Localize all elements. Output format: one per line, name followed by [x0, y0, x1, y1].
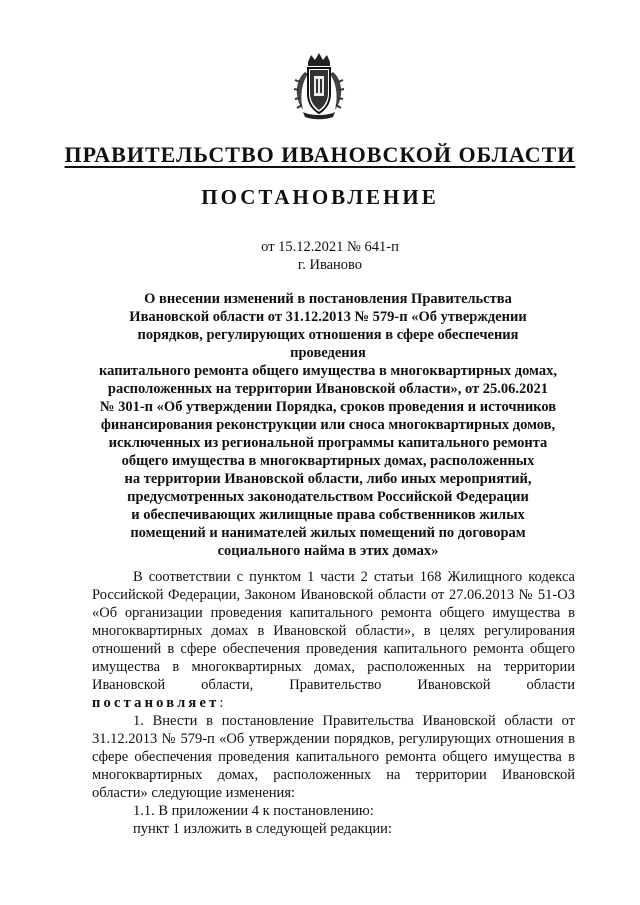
- subject-line: Ивановской области от 31.12.2013 № 579-п «Об утверждении: [129, 309, 527, 325]
- item-1-paragraph: 1. Внести в постановление Правительства Ивановской области от 31.12.2013 № 579-п «Об утверждении порядков, регулирующих отношения в сфере обеспечения проведения капитального ремонта общего имущества в многоквартирных домах, расположенных на территории Ивановской области» следующие изменения:: [92, 713, 575, 801]
- subject-line: социального найма в этих домах»: [217, 543, 439, 559]
- subject-line: и обеспечивающих жилищные права собственников жилых: [131, 507, 525, 523]
- preamble-paragraph: [92, 568, 575, 712]
- subject-line: помещений и нанимателей жилых помещений по договорам: [130, 525, 526, 541]
- document-subject: [98, 290, 558, 560]
- subject-line: предусмотренных законодательством Российской Федерации: [127, 489, 529, 505]
- subject-line: исключенных из региональной программы капитального ремонта: [108, 435, 548, 451]
- subject-line: расположенных на территории Ивановской области», от 25.06.2021: [107, 381, 549, 397]
- decree-colon: :: [219, 695, 224, 711]
- coat-of-arms-icon: [291, 52, 347, 122]
- subject-line: общего имущества в многоквартирных домах, расположенных: [121, 453, 535, 469]
- document-body: [92, 568, 575, 838]
- preamble-text: В соответствии с пунктом 1 части 2 статьи 168 Жилищного кодекса Российской Федерации, Законом Ивановской области от 27.06.2013 № 51-ОЗ «Об организации проведения капитального ремонта общего имущества в многоквартирных домах в Ивановской области», в целях регулирования отношений в сфере обеспечения проведения капитального ремонта общего имущества в многоквартирных домах, расположенных на территории Ивановской области, Правительство Ивановской области: [92, 569, 575, 693]
- subject-line: капитального ремонта общего имущества в многоквартирных домах,: [99, 363, 557, 379]
- subject-line: на территории Ивановской области, либо иных мероприятий,: [124, 471, 532, 487]
- subject-line: порядков, регулирующих отношения в сфере обеспечения проведения: [137, 327, 519, 361]
- document-city: г. Иваново: [297, 257, 363, 273]
- subject-line: финансирования реконструкции или сноса многоквартирных домов,: [100, 417, 556, 433]
- item-1-1-text-paragraph: пункт 1 изложить в следующей редакции:: [133, 821, 392, 837]
- decree-word: постановляет: [92, 695, 220, 711]
- item-1-1-paragraph: 1.1. В приложении 4 к постановлению:: [133, 803, 374, 819]
- subject-line: О внесении изменений в постановления Правительства: [144, 291, 512, 307]
- subject-line: № 301-п «Об утверждении Порядка, сроков проведения и источников: [99, 399, 557, 415]
- organization-title: ПРАВИТЕЛЬСТВО ИВАНОВСКОЙ ОБЛАСТИ: [64, 142, 576, 167]
- document-type: ПОСТАНОВЛЕНИЕ: [201, 185, 439, 209]
- document-date-number: от 15.12.2021 № 641-п: [261, 239, 399, 255]
